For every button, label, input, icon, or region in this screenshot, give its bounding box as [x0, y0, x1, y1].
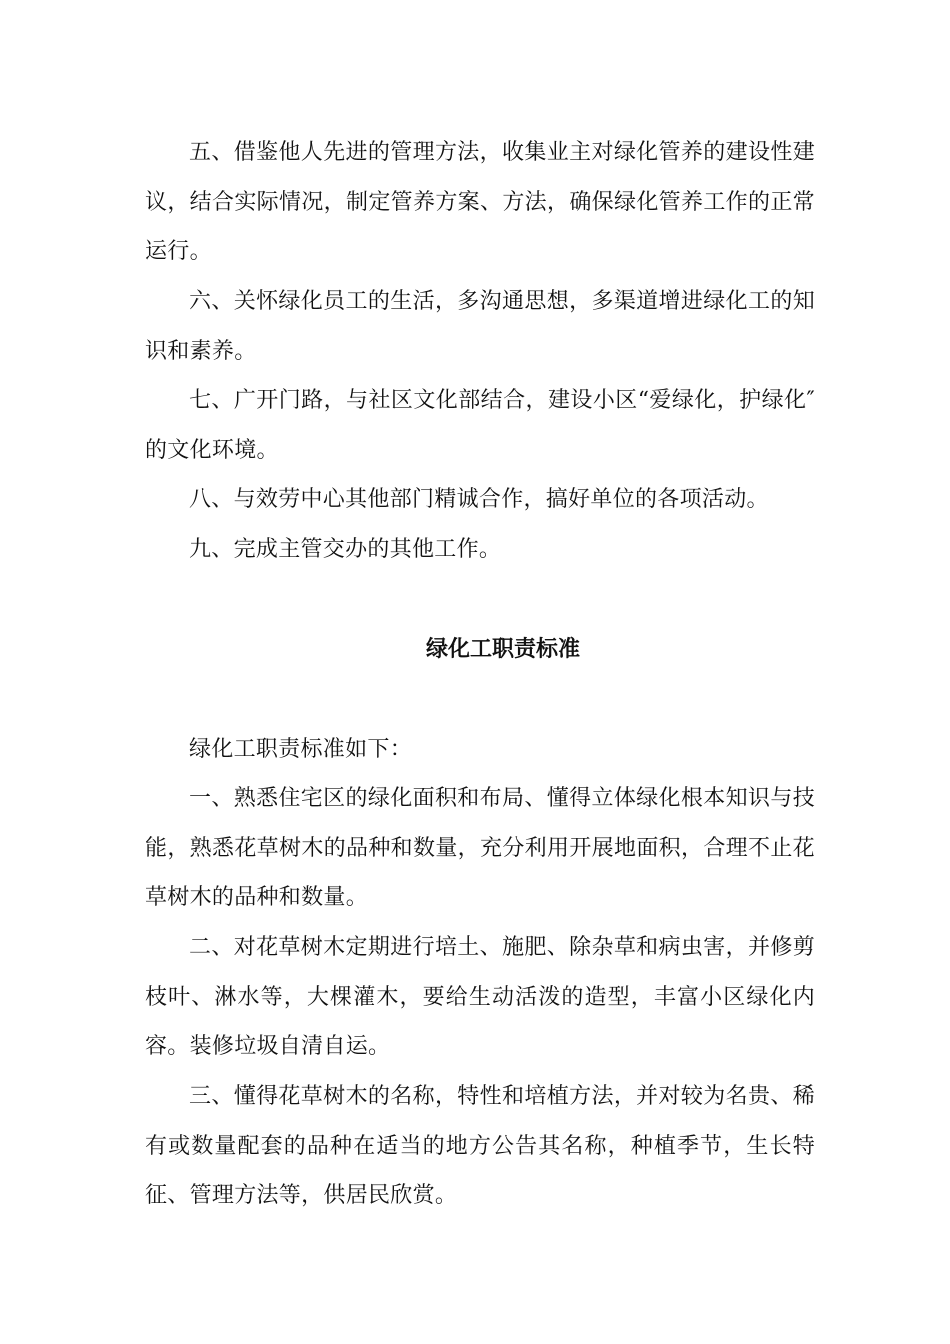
paragraph-item-1: 一、熟悉住宅区的绿化面积和布局、懂得立体绿化根本知识与技能，熟悉花草树木的品种和数量，充分利用开展地面积，合理不止花草树木的品种和数量。 [145, 786, 815, 910]
paragraph-item-2: 二、对花草树木定期进行培土、施肥、除杂草和病虫害，并修剪枝叶、淋水等，大棵灌木，要给生动活泼的造型，丰富小区绿化内容。装修垃圾自清自运。 [145, 935, 815, 1059]
paragraph-item-8: 八、与效劳中心其他部门精诚合作，搞好单位的各项活动。 [189, 487, 769, 512]
paragraph-item-9: 九、完成主管交办的其他工作。 [189, 537, 502, 562]
paragraph-item-6: 六、关怀绿化员工的生活，多沟通思想，多渠道增进绿化工的知识和素养。 [145, 289, 815, 364]
section-intro: 绿化工职责标准如下： [189, 737, 413, 762]
paragraph-item-7: 七、广开门路，与社区文化部结合，建设小区“爱绿化，护绿化″的文化环境。 [145, 388, 815, 463]
section-title: 绿化工职责标准 [425, 637, 580, 662]
paragraph-item-5: 五、借鉴他人先进的管理方法，收集业主对绿化管养的建设性建议，结合实际情况，制定管养方案、方法，确保绿化管养工作的正常运行。 [145, 140, 815, 264]
paragraph-item-3: 三、懂得花草树木的名称，特性和培植方法，并对较为名贵、稀有或数量配套的品种在适当的地方公告其名称，种植季节，生长特征、管理方法等，供居民欣赏。 [145, 1084, 815, 1208]
